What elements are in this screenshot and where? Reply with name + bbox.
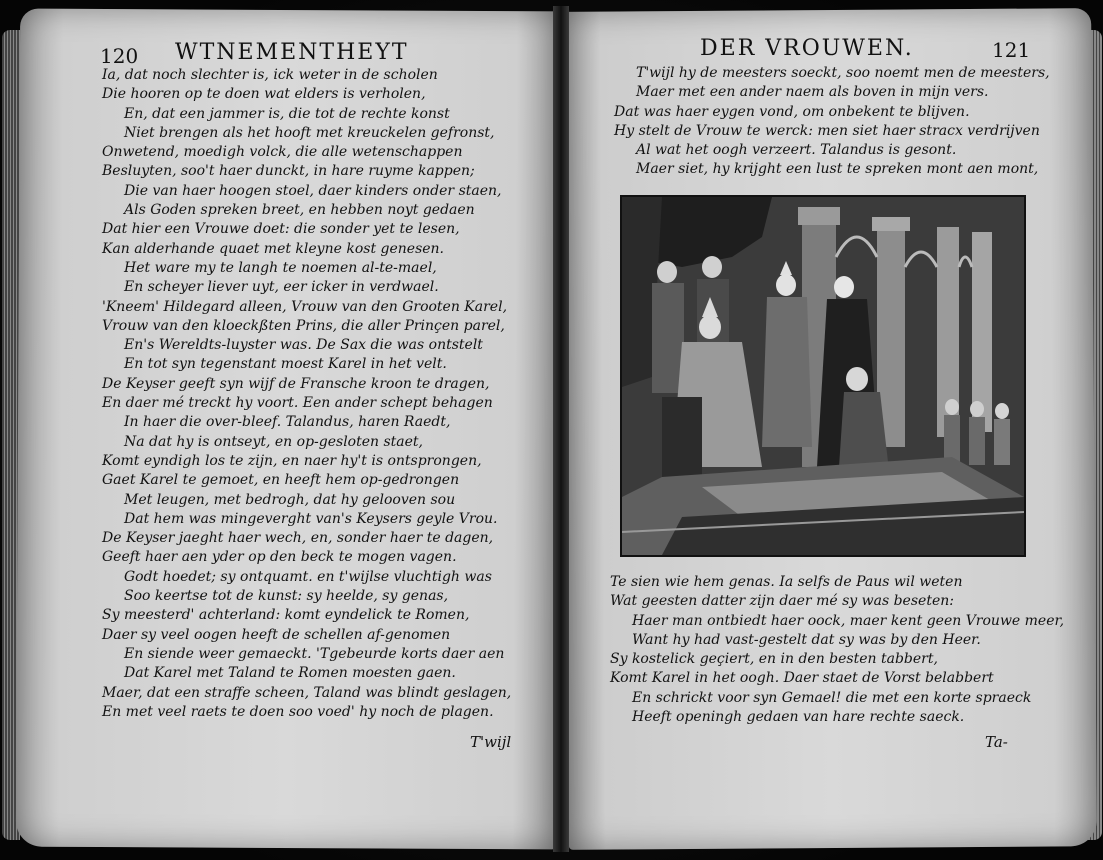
page-number-right: 121 bbox=[992, 38, 1031, 62]
right-text-block-top bbox=[614, 64, 1050, 180]
text-line: Al wat het oogh verzeert. Talandus is gesont. bbox=[636, 142, 957, 159]
text-line: Met leugen, met bedrogh, dat hy gelooven sou bbox=[124, 491, 456, 508]
text-line: Besluyten, soo't haer dunckt, in hare ruyme kappen; bbox=[102, 163, 475, 180]
text-line: Vrouw van den kloeckßten Prins, die aller Prinçen parel, bbox=[102, 317, 505, 334]
running-head-left: WTNEMENTHEYT bbox=[175, 40, 409, 65]
engraving-scene bbox=[622, 197, 1024, 555]
catchword-right: Ta- bbox=[985, 733, 1008, 751]
running-head-right: DER VROUWEN. bbox=[700, 36, 914, 61]
text-line: Het ware my te langh te noemen al-te-mael, bbox=[124, 259, 437, 276]
text-line: T'wijl hy de meesters soeckt, soo noemt men de meesters, bbox=[636, 65, 1050, 81]
text-line: En's Wereldts-luyster was. De Sax die was ontstelt bbox=[124, 337, 483, 354]
text-line: En daer mé treckt hy voort. Een ander schept behagen bbox=[102, 395, 493, 412]
text-line: De Keyser geeft syn wijf de Fransche kroon te dragen, bbox=[102, 375, 490, 392]
text-line: En tot syn tegenstant moest Karel in het velt. bbox=[124, 356, 447, 373]
text-line: Soo keertse tot de kunst: sy heelde, sy genas, bbox=[124, 588, 449, 605]
text-line: Die van haer hoogen stoel, daer kinders onder staen, bbox=[124, 182, 502, 199]
text-line: Haer man ontbiedt haer oock, maer kent geen Vrouwe meer, bbox=[632, 612, 1065, 629]
text-line: Komt eyndigh los te zijn, en naer hy't is ontsprongen, bbox=[102, 452, 482, 469]
text-line: Na dat hy is ontseyt, en op-gesloten staet, bbox=[124, 433, 424, 450]
text-line: Onwetend, moedigh volck, die alle wetenschappen bbox=[102, 144, 463, 161]
catchword-left: T'wijl bbox=[470, 733, 512, 751]
text-line: Niet brengen als het hooft met kreuckelen gefronst, bbox=[124, 124, 495, 141]
text-line: En, dat een jammer is, die tot de rechte konst bbox=[124, 105, 450, 122]
text-line: En schrickt voor syn Gemael! die met een korte spraeck bbox=[632, 689, 1032, 706]
text-line: Maer met een ander naem als boven in mijn vers. bbox=[636, 84, 989, 101]
text-line: Komt Karel in het oogh. Daer staet de Vorst belabbert bbox=[610, 670, 994, 687]
engraving-illustration bbox=[620, 195, 1026, 557]
book-gutter bbox=[553, 6, 569, 852]
text-line: Wat geesten datter zijn daer mé sy was beseten: bbox=[610, 593, 954, 610]
text-line: Hy stelt de Vrouw te werck: men siet haer stracx verdrijven bbox=[614, 122, 1040, 139]
text-line: Als Goden spreken breet, en hebben noyt gedaen bbox=[124, 202, 475, 219]
text-line: Dat hem was mingeverght van's Keysers geyle Vrou. bbox=[124, 510, 498, 527]
text-line: Maer siet, hy krijght een lust te spreken mont aen mont, bbox=[636, 161, 1039, 178]
text-line: De Keyser jaeght haer wech, en, sonder haer te dagen, bbox=[102, 530, 494, 547]
text-line: Gaet Karel te gemoet, en heeft hem op-gedrongen bbox=[102, 472, 460, 489]
text-line: Maer, dat een straffe scheen, Taland was blindt geslagen, bbox=[102, 684, 512, 701]
text-line: Kan alderhande quaet met kleyne kost genesen. bbox=[102, 240, 445, 257]
right-text-block-bottom bbox=[610, 573, 1064, 727]
text-line: 'Kneem' Hildegard alleen, Vrouw van den Grooten Karel, bbox=[102, 298, 508, 315]
text-line: Te sien wie hem genas. Ia selfs de Paus wil weten bbox=[610, 574, 963, 590]
text-line: En met veel raets te doen soo voed' hy noch de plagen. bbox=[102, 703, 494, 720]
text-line: Sy meesterd' achterland: komt eyndelick te Romen, bbox=[102, 607, 470, 624]
left-text-block bbox=[102, 66, 511, 722]
text-line: En siende weer gemaeckt. 'Tgebeurde korts daer aen bbox=[124, 645, 505, 662]
text-line: Dat hier een Vrouwe doet: die sonder yet te lesen, bbox=[102, 221, 460, 238]
text-line: En scheyer liever uyt, eer icker in verdwael. bbox=[124, 279, 439, 296]
text-line: Die hooren op te doen wat elders is verholen, bbox=[102, 86, 426, 103]
text-line: Geeft haer aen yder op den beck te mogen vagen. bbox=[102, 549, 457, 566]
text-line: Dat Karel met Taland te Romen moesten gaen. bbox=[124, 665, 456, 682]
page-number-left: 120 bbox=[100, 44, 139, 68]
text-line: In haer die over-bleef. Talandus, haren Raedt, bbox=[124, 414, 451, 431]
text-line: Dat was haer eygen vond, om onbekent te blijven. bbox=[614, 103, 970, 120]
text-line: Daer sy veel oogen heeft de schellen af-genomen bbox=[102, 626, 451, 643]
text-line: Godt hoedet; sy ontquamt. en t'wijlse vluchtigh was bbox=[124, 568, 492, 585]
text-line: Ia, dat noch slechter is, ick weter in de scholen bbox=[102, 67, 438, 83]
text-line: Want hy had vast-gestelt dat sy was by den Heer. bbox=[632, 631, 981, 648]
text-line: Sy kostelick geçiert, en in den besten tabbert, bbox=[610, 651, 938, 668]
text-line: Heeft openingh gedaen van hare rechte saeck. bbox=[632, 709, 965, 726]
